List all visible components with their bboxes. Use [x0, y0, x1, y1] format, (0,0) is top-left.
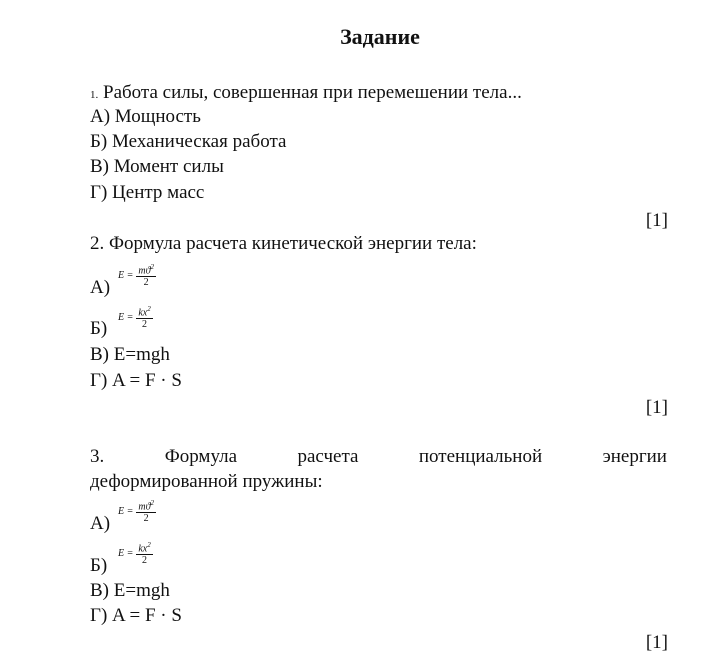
formula-exponent: 2 [147, 305, 151, 313]
formula-numerator: kx [138, 307, 148, 319]
q3-word-4: энергии [602, 446, 667, 467]
page-title: Задание [340, 24, 420, 49]
q3-number: 3. [90, 446, 105, 467]
q2-score: [1] [645, 397, 668, 418]
q2-kinetic-formula [118, 262, 156, 288]
question-1-text: Работа силы, совершенная при перемешении тела... [103, 82, 522, 103]
formula-numerator: kx [138, 543, 148, 555]
question-1 [90, 82, 522, 106]
q1-score: [1] [645, 210, 668, 231]
q3-score: [1] [645, 632, 668, 653]
q1-option-b: Б) Механическая работа [90, 131, 287, 152]
formula-denominator: 2 [143, 513, 149, 525]
q1-option-a: А) Мощность [90, 106, 201, 127]
formula-exponent: 2 [150, 499, 154, 507]
formula-denominator: 2 [142, 319, 148, 331]
formula-lhs: E = [118, 547, 134, 559]
q3-kinetic-formula [118, 498, 156, 524]
formula-lhs: E = [118, 505, 134, 517]
formula-exponent: 2 [150, 263, 154, 271]
q3-word-3: потенциальной [418, 446, 543, 467]
q2-option-a-label: А) [90, 277, 111, 298]
formula-numerator: mϑ [138, 265, 151, 277]
formula-denominator: 2 [142, 555, 148, 567]
formula-numerator: mϑ [138, 501, 151, 513]
formula-denominator: 2 [143, 277, 149, 289]
q3-option-a-label: А) [90, 513, 111, 534]
q1-option-d: Г) Центр масс [90, 182, 205, 203]
q3-word-1: Формула [164, 446, 238, 467]
q1-option-c: В) Момент силы [90, 156, 224, 177]
q3-option-c: В) E=mgh [90, 580, 170, 601]
q2-option-d: Г) A = F · S [90, 370, 182, 391]
question-1-number: 1. [90, 89, 99, 101]
q3-option-d: Г) A = F · S [90, 605, 182, 626]
question-3-line-2: деформированной пружины: [90, 471, 323, 492]
question-2-text: 2. Формула расчета кинетической энергии тела: [90, 233, 477, 254]
formula-lhs: E = [118, 269, 134, 281]
question-3-line-1 [90, 446, 667, 468]
q2-option-b-label: Б) [90, 318, 108, 339]
formula-lhs: E = [118, 311, 134, 323]
q3-option-b-label: Б) [90, 555, 108, 576]
q2-spring-formula [118, 304, 153, 330]
q2-option-c: В) E=mgh [90, 344, 170, 365]
formula-exponent: 2 [147, 541, 151, 549]
q3-spring-formula [118, 540, 153, 566]
q3-word-2: расчета [297, 446, 359, 467]
